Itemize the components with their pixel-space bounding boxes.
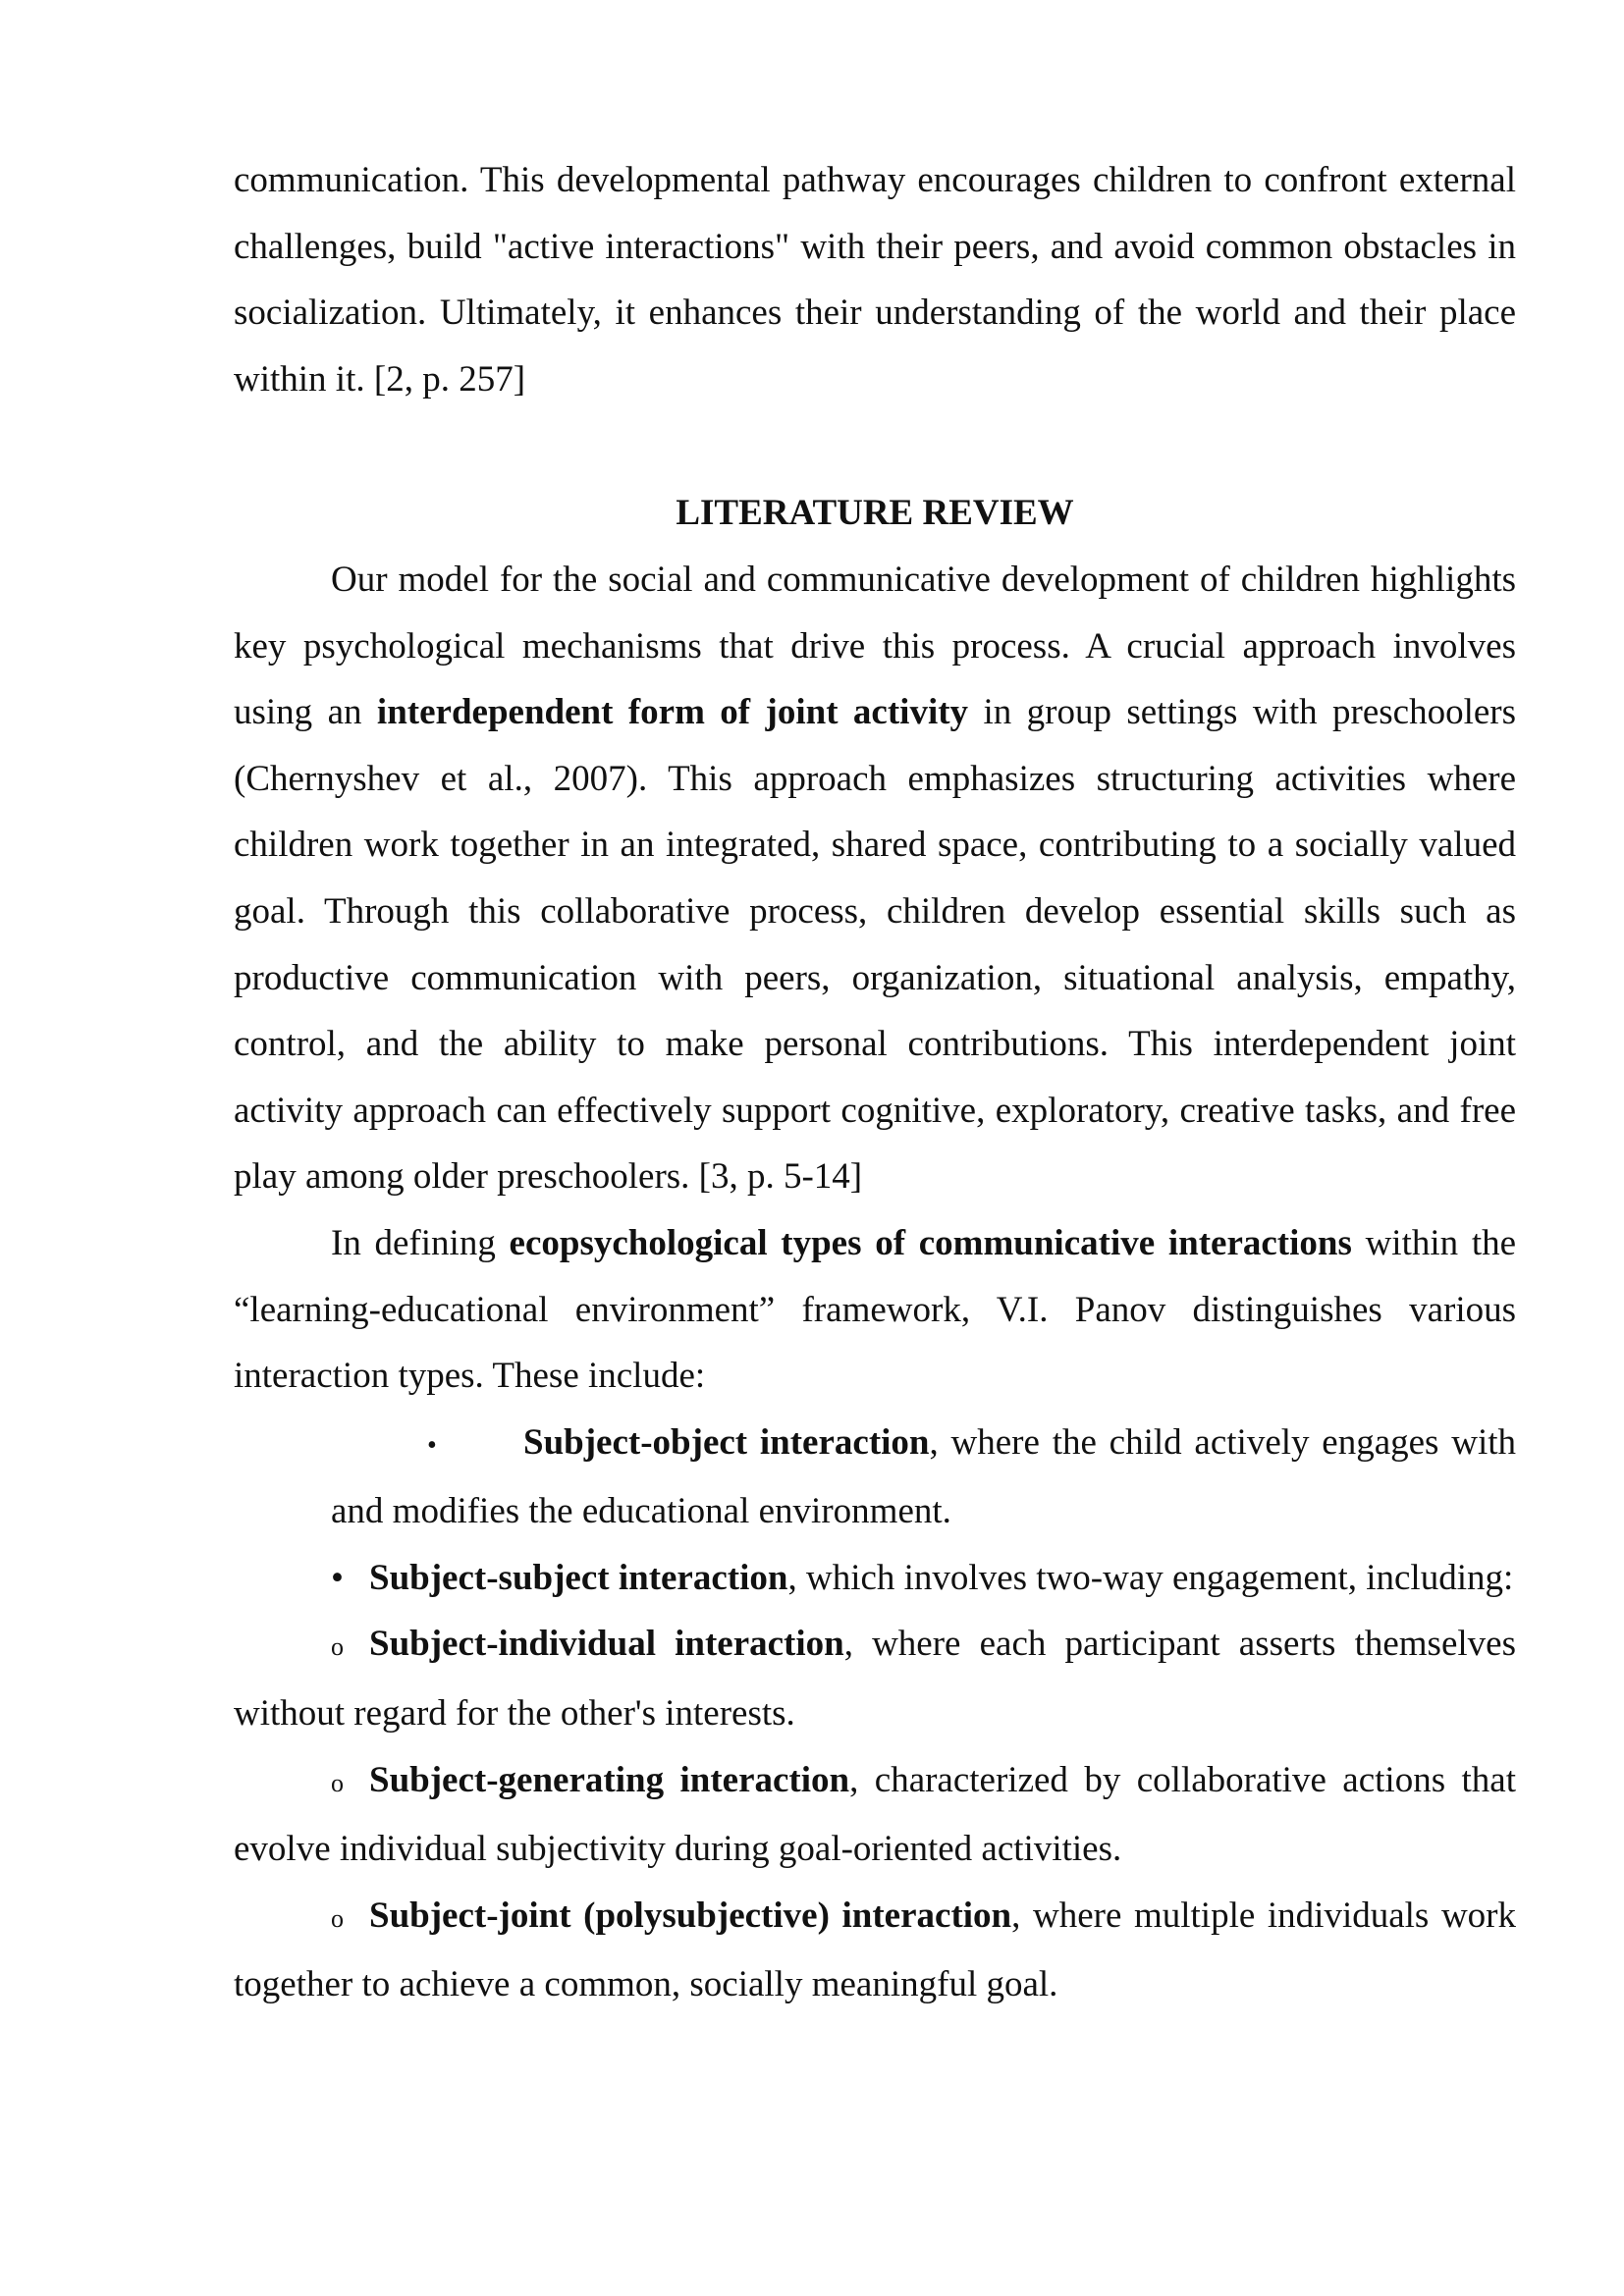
list-item-text: , where multiple individuals work together to achieve a common, socially meaningful goal. bbox=[234, 1895, 1516, 2005]
literature-paragraph-1 bbox=[234, 547, 1516, 1210]
paragraph-text: In defining bbox=[331, 1222, 510, 1263]
list-item-text: , which involves two-way engagement, including: bbox=[787, 1557, 1514, 1598]
section-spacer bbox=[234, 412, 1516, 480]
bold-term: Subject-subject interaction bbox=[369, 1557, 788, 1598]
list-item bbox=[234, 1611, 1516, 1746]
paragraph-text: within the “learning-educational environment” framework, V.I. Panov distinguishes various interaction types. These include: bbox=[234, 1222, 1517, 1397]
bold-term: Subject-generating interaction bbox=[369, 1759, 850, 1800]
bold-term: ecopsychological types of communicative interactions bbox=[509, 1222, 1352, 1263]
list-item-text: , characterized by collaborative actions that evolve individual subjectivity during goal-oriented activities. bbox=[234, 1759, 1516, 1870]
bold-term: interdependent form of joint activity bbox=[376, 692, 969, 733]
literature-paragraph-2 bbox=[234, 1210, 1516, 1410]
list-item-text: , where the child actively engages with and modifies the educational environment. bbox=[331, 1421, 1517, 1532]
document-page bbox=[234, 147, 1516, 2018]
circle-bullet-marker: o bbox=[331, 1768, 344, 1797]
section-heading: LITERATURE REVIEW bbox=[676, 493, 1074, 534]
circle-bullet-marker: o bbox=[331, 1903, 344, 1933]
bullet-marker: • bbox=[427, 1429, 437, 1461]
list-item bbox=[234, 1410, 1516, 1545]
circle-bullet-marker: o bbox=[331, 1632, 344, 1662]
bold-term: Subject-joint (polysubjective) interaction bbox=[369, 1895, 1012, 1936]
list-item bbox=[234, 1883, 1516, 2018]
bold-term: Subject-object interaction bbox=[523, 1421, 930, 1463]
intro-paragraph: communication. This developmental pathway encourages children to confront external challenges, build "active interactions" with their peers, and avoid common obstacles in socialization. Ultimately, it enhances their understanding of the world and their place within it. [2, p. 257] bbox=[234, 160, 1516, 400]
list-item bbox=[234, 1747, 1516, 1883]
paragraph-text: Our model for the social and communicative development of children highlights key psychological mechanisms that drive this process. A crucial approach involves using an bbox=[234, 559, 1516, 733]
list-item-text: , where each participant asserts themselves without regard for the other's interests. bbox=[234, 1624, 1516, 1735]
bullet-marker: • bbox=[331, 1557, 344, 1598]
bold-term: Subject-individual interaction bbox=[369, 1624, 844, 1665]
list-item bbox=[234, 1545, 1516, 1612]
paragraph-text: in group settings with preschoolers (Chernyshev et al., 2007). This approach emphasizes structuring activities where children work together in an integrated, shared space, contributing to a socially valued goal. Through this collaborative process, children develop essential skills such as productive communication with peers, organization, situational analysis, empathy, control, and the ability to make personal contributions. This interdependent joint activity approach can effectively support cognitive, exploratory, creative tasks, and free play among older preschoolers. [3, p. 5-14] bbox=[234, 692, 1516, 1198]
